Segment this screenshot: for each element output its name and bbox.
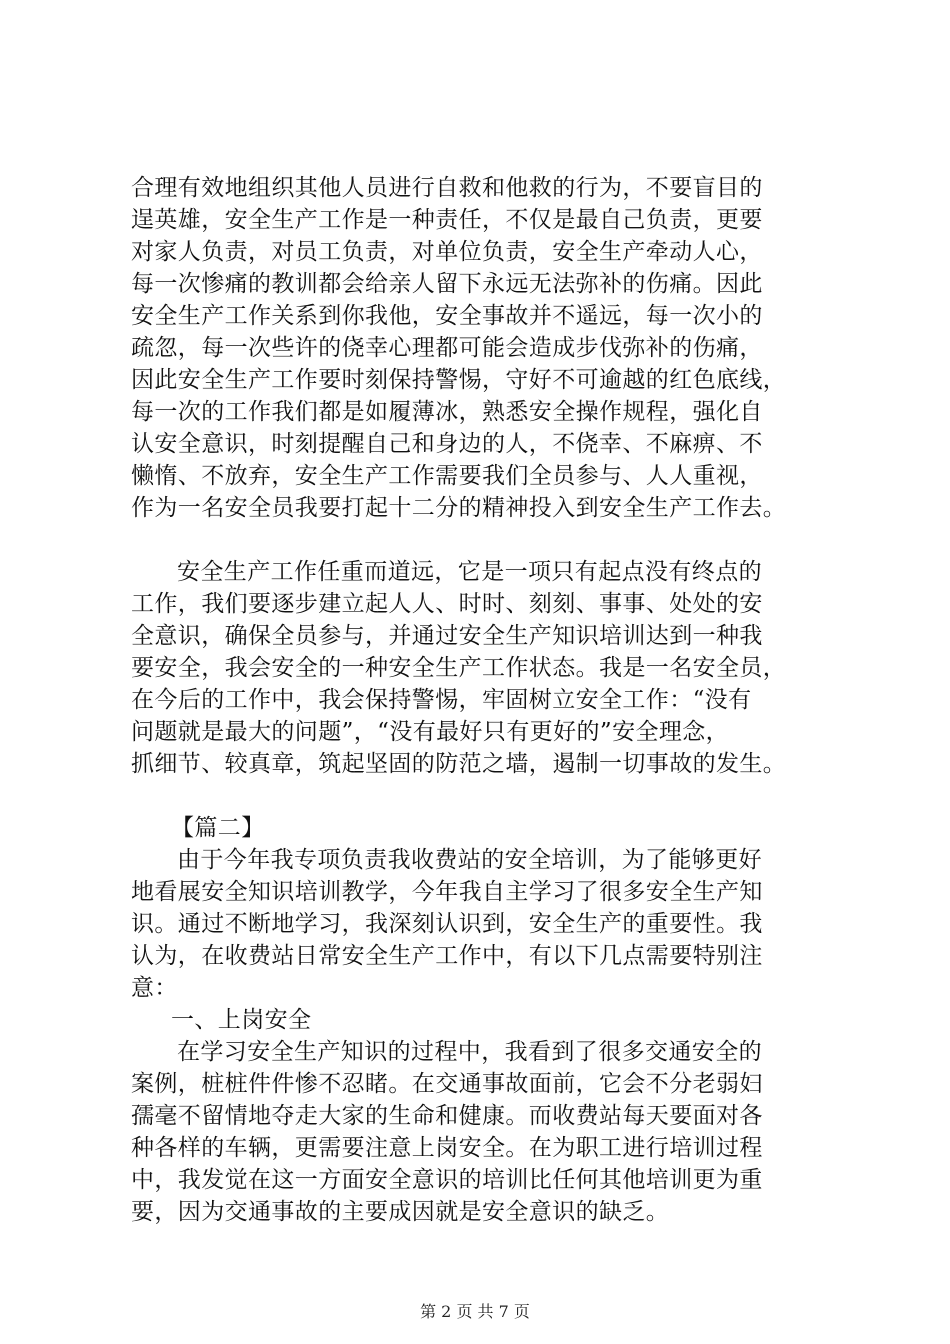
document-body xyxy=(131,172,831,1228)
text-line: 全意识，确保全员参与，并通过安全生产知识培训达到一种我 xyxy=(131,623,763,649)
text-line: 每一次的工作我们都是如履薄冰，熟悉安全操作规程，强化自 xyxy=(131,399,763,425)
page-footer xyxy=(0,1302,950,1322)
text-line: 孺毫不留情地夺走大家的生命和健康。而收费站每天要面对各 xyxy=(131,1103,763,1129)
paragraph-spacer xyxy=(131,780,831,812)
text-line: 问题就是最大的问题”，“没有最好只有更好的”安全理念， xyxy=(131,719,730,745)
text-line: 工作，我们要逐步建立起人人、时时、刻刻、事事、处处的安 xyxy=(131,591,763,617)
text-line: 种各样的车辆，更需要注意上岗安全。在为职工进行培训过程 xyxy=(131,1135,763,1161)
text-line: 安全生产工作关系到你我他，安全事故并不遥远，每一次小的 xyxy=(131,303,763,329)
text-line: 在今后的工作中，我会保持警惕，牢固树立安全工作：“没有 xyxy=(131,687,752,713)
text-line: 要安全，我会安全的一种安全生产工作状态。我是一名安全员， xyxy=(131,655,787,681)
text-line: 合理有效地组织其他人员进行自救和他救的行为，不要盲目的 xyxy=(131,175,763,201)
text-line: 作为一名安全员我要打起十二分的精神投入到安全生产工作去。 xyxy=(131,495,787,521)
text-line: 由于今年我专项负责我收费站的安全培训，为了能够更好 xyxy=(177,847,762,873)
text-line: 认为，在收费站日常安全生产工作中，有以下几点需要特别注 xyxy=(131,943,763,969)
section-heading: 【篇二】 xyxy=(171,815,265,841)
text-line: 认安全意识，时刻提醒自己和身边的人，不侥幸、不麻痹、不 xyxy=(131,431,763,457)
paragraph-3 xyxy=(131,844,831,1004)
text-line: 疏忽，每一次些许的侥幸心理都可能会造成步伐弥补的伤痛， xyxy=(131,335,763,361)
text-line: 地看展安全知识培训教学，今年我自主学习了很多安全生产知 xyxy=(131,879,763,905)
paragraph-1 xyxy=(131,172,831,524)
text-line: 安全生产工作任重而道远，它是一项只有起点没有终点的 xyxy=(177,559,762,585)
text-line: 懒惰、不放弃，安全生产工作需要我们全员参与、人人重视， xyxy=(131,463,763,489)
text-line: 抓细节、较真章，筑起坚固的防范之墙，遏制一切事故的发生。 xyxy=(131,751,787,777)
text-line: 识。通过不断地学习，我深刻认识到，安全生产的重要性。我 xyxy=(131,911,763,937)
subsection-heading: 一、上岗安全 xyxy=(171,1007,312,1033)
text-line: 案例，桩桩件件惨不忍睹。在交通事故面前，它会不分老弱妇 xyxy=(131,1071,763,1097)
text-line: 因此安全生产工作要时刻保持警惕，守好不可逾越的红色底线， xyxy=(131,367,787,393)
text-line: 中，我发觉在这一方面安全意识的培训比任何其他培训更为重 xyxy=(131,1167,763,1193)
text-line: 要，因为交通事故的主要成因就是安全意识的缺乏。 xyxy=(131,1199,670,1225)
text-line: 每一次惨痛的教训都会给亲人留下永远无法弥补的伤痛。因此 xyxy=(131,271,763,297)
paragraph-4 xyxy=(131,1036,831,1228)
text-line: 在学习安全生产知识的过程中，我看到了很多交通安全的 xyxy=(177,1039,762,1065)
text-line: 对家人负责，对员工负责，对单位负责，安全生产牵动人心， xyxy=(131,239,763,265)
paragraph-2 xyxy=(131,556,831,780)
text-line: 逞英雄，安全生产工作是一种责任，不仅是最自己负责，更要 xyxy=(131,207,763,233)
page-number: 第 2 页 共 7 页 xyxy=(420,1302,530,1321)
text-line: 意： xyxy=(131,975,178,1001)
paragraph-spacer xyxy=(131,524,831,556)
